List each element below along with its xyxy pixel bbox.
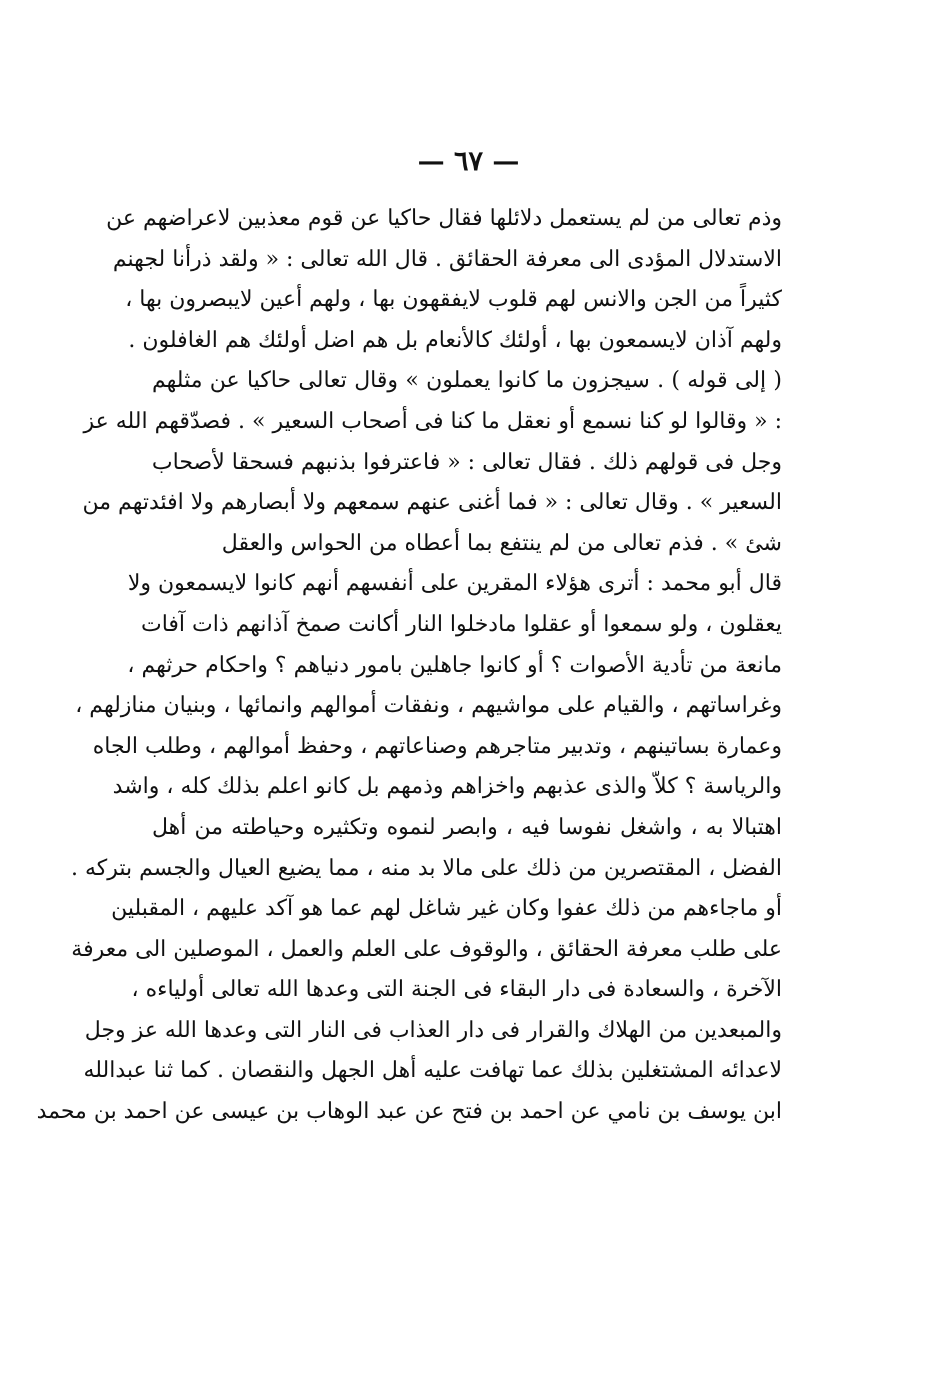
- text-line: لاعدائه المشتغلين بذلك عما تهافت عليه أهل الجهل والنقصان . كما ثنا عبدالله: [83, 1058, 782, 1084]
- text-line: اهتبالا به ، واشغل نفوسا فيه ، وابصر لنموه وتكثيره وحياطته من أهل: [152, 814, 782, 840]
- text-line: الاستدلال المؤدى الى معرفة الحقائق . قال الله تعالى : « ولقد ذرأنا لجهنم: [112, 246, 782, 272]
- text-line: يعقلون ، ولو سمعوا أو عقلوا مادخلوا النار أكانت صمخ آذانهم ذات آفات: [140, 611, 782, 637]
- text-line: مانعة من تأدية الأصوات ؟ أو كانوا جاهلين بامور دنياهم ؟ واحكام حرثهم ،: [127, 652, 782, 678]
- text-line: الآخرة ، والسعادة فى دار البقاء فى الجنة التى وعدها الله تعالى أولياءه ،: [131, 977, 782, 1003]
- body-text: [36, 199, 782, 1133]
- text-line: السعير » . وقال تعالى : « فما أغنى عنهم سمعهم ولا أبصارهم ولا افئدتهم من: [82, 490, 782, 516]
- text-line: ابن يوسف بن نامي عن احمد بن فتح عن عبد الوهاب بن عيسى عن احمد بن محمد: [36, 1099, 782, 1125]
- text-line: والرياسة ؟ كلاّ والذى عذبهم واخزاهم وذمهم بل كانو اعلم بذلك كله ، واشد: [112, 774, 782, 800]
- text-line: أو ماجاءهم من ذلك عفوا وكان غير شاغل لهم عما هو آكد عليهم ، المقبلين: [111, 896, 782, 922]
- text-line: وعمارة بساتينهم ، وتدبير متاجرهم وصناعاتهم ، وحفظ أموالهم ، وطلب الجاه: [92, 733, 782, 759]
- text-line: وغراساتهم ، والقيام على مواشيهم ، ونفقات أموالهم وانمائها ، وبنيان منازلهم ،: [75, 693, 782, 719]
- text-line: والمبعدين من الهلاك والقرار فى دار العذاب فى النار التى وعدها الله عز وجل: [84, 1017, 782, 1043]
- text-line: شئ » . فذم تعالى من لم ينتفع بما أعطاه من الحواس والعقل: [221, 530, 782, 556]
- text-line: وذم تعالى من لم يستعمل دلائلها فقال حاكيا عن قوم معذبين لاعراضهم عن: [106, 206, 782, 231]
- text-line: وجل فى قولهم ذلك . فقال تعالى : « فاعترفوا بذنبهم فسحقا لأصحاب: [151, 449, 782, 475]
- text-line: ولهم آذان لايسمعون بها ، أولئك كالأنعام بل هم اضل أولئك هم الغافلون .: [128, 327, 782, 353]
- text-line: الفضل ، المقتصرين من ذلك على مالا بد منه ، مما يضيع العيال والجسم بتركه .: [71, 855, 782, 881]
- text-line: قال أبو محمد : أترى هؤلاء المقرين على أنفسهم أنهم كانوا لايسمعون ولا: [127, 571, 782, 597]
- text-line: على طلب معرفة الحقائق ، والوقوف على العلم والعمل ، الموصلين الى معرفة: [71, 936, 782, 962]
- text-line: ( إلى قوله ) . سيجزون ما كانوا يعملون » وقال تعالى حاكيا عن مثلهم: [152, 368, 782, 394]
- text-line: : « وقالوا لو كنا نسمع أو نعقل ما كنا فى أصحاب السعير » . فصدّقهم الله عز: [83, 408, 782, 434]
- text-line: كثيراً من الجن والانس لهم قلوب لايفقهون بها ، ولهم أعين لايبصرون بها ،: [125, 287, 782, 313]
- page-number: — ٦٧ —: [417, 146, 520, 177]
